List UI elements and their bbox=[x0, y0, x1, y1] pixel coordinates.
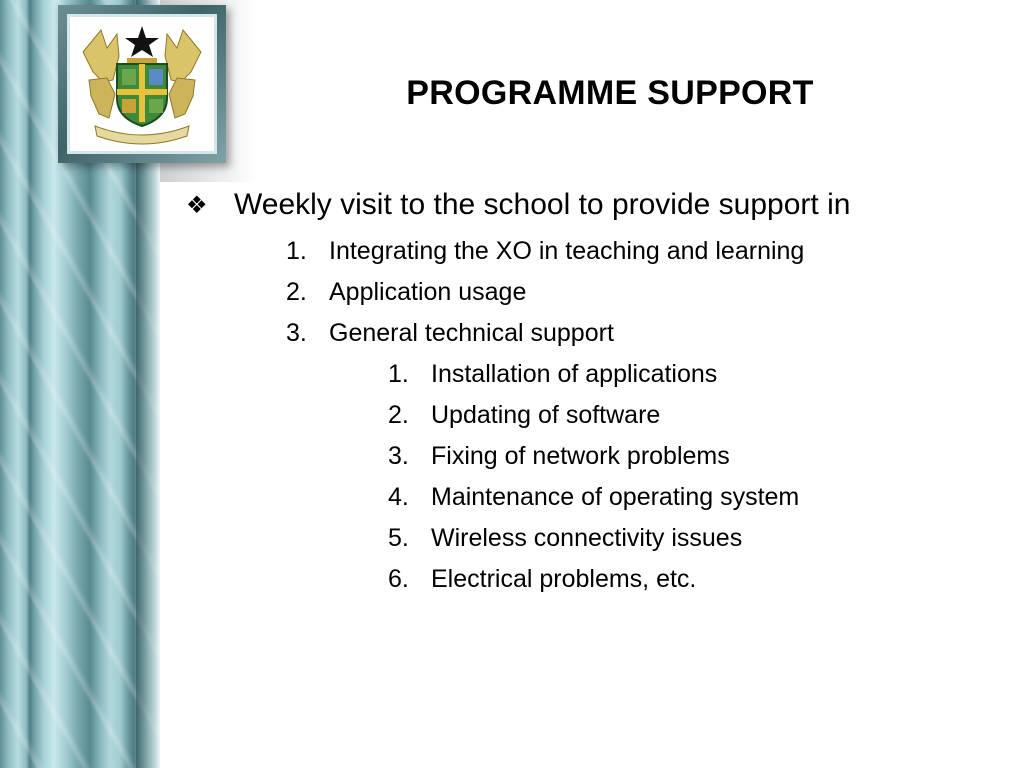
sublist-item-text: Maintenance of operating system bbox=[431, 483, 800, 511]
list-item-number: 1. bbox=[286, 237, 307, 265]
sublist-item-text: Electrical problems, etc. bbox=[431, 565, 697, 593]
list-item-number: 2. bbox=[286, 278, 307, 306]
sublist-item-number: 1. bbox=[388, 360, 409, 388]
diamond-bullet-icon: ❖ bbox=[186, 191, 208, 219]
slide-title: PROGRAMME SUPPORT bbox=[406, 74, 814, 112]
sublist-item bbox=[388, 564, 799, 605]
sublist-item bbox=[388, 441, 799, 482]
sublist-item-number: 6. bbox=[388, 565, 409, 593]
support-list bbox=[286, 236, 804, 359]
technical-support-sublist bbox=[388, 359, 799, 605]
list-item-text: General technical support bbox=[329, 319, 614, 347]
list-item-text: Application usage bbox=[329, 278, 527, 306]
list-item bbox=[286, 277, 804, 318]
sublist-item bbox=[388, 359, 799, 400]
sublist-item-text: Updating of software bbox=[431, 401, 661, 429]
sublist-item-number: 3. bbox=[388, 442, 409, 470]
main-bullet bbox=[186, 188, 850, 222]
list-item bbox=[286, 318, 804, 359]
sublist-item-number: 5. bbox=[388, 524, 409, 552]
coat-of-arms-icon bbox=[73, 22, 211, 146]
main-bullet-text: Weekly visit to the school to provide support in bbox=[234, 188, 851, 221]
sublist-item-number: 4. bbox=[388, 483, 409, 511]
sublist-item-text: Wireless connectivity issues bbox=[431, 524, 743, 552]
sublist-item bbox=[388, 400, 799, 441]
list-item bbox=[286, 236, 804, 277]
list-item-number: 3. bbox=[286, 319, 307, 347]
sublist-item bbox=[388, 482, 799, 523]
crest-frame bbox=[58, 5, 226, 163]
list-item-text: Integrating the XO in teaching and learning bbox=[329, 237, 805, 265]
sublist-item bbox=[388, 523, 799, 564]
sublist-item-text: Installation of applications bbox=[431, 360, 718, 388]
sublist-item-text: Fixing of network problems bbox=[431, 442, 730, 470]
sublist-item-number: 2. bbox=[388, 401, 409, 429]
crest-panel bbox=[67, 14, 217, 154]
